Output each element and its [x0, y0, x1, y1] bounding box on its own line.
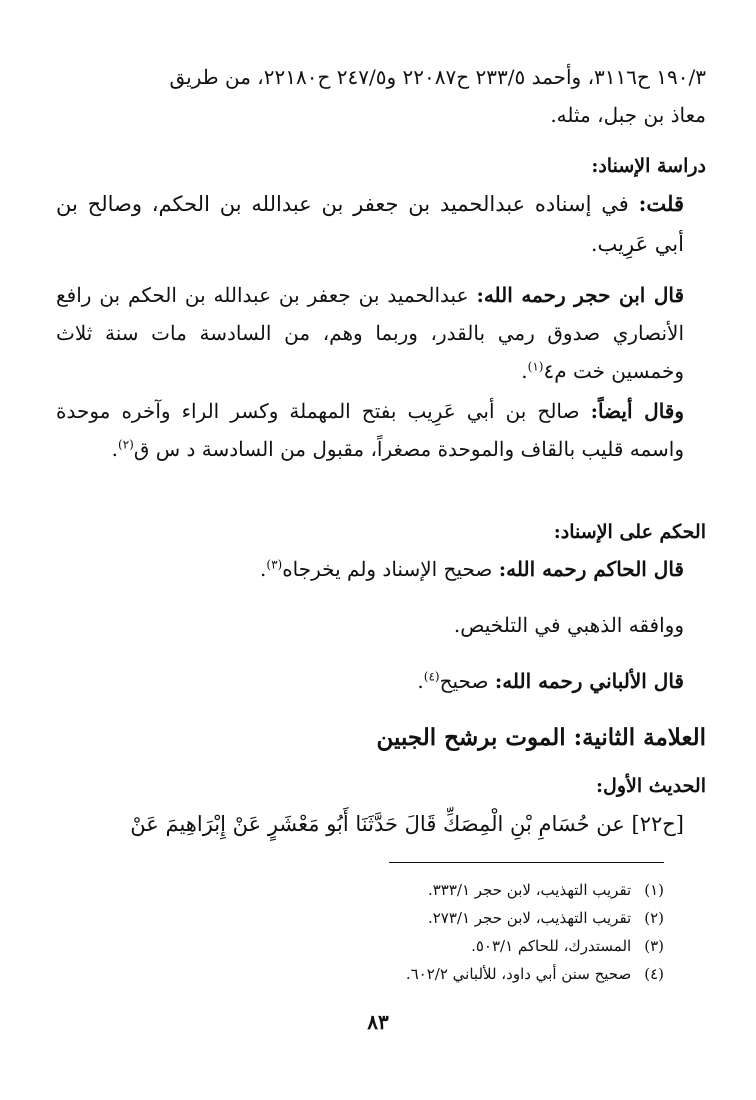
top-continuation [56, 58, 706, 134]
footnote-number: (٤) [644, 965, 664, 983]
ruling-section [56, 516, 706, 700]
footnote-divider [389, 862, 664, 863]
albani-paragraph [56, 662, 706, 700]
section-title: العلامة الثانية: الموت برشح الجبين [376, 724, 706, 751]
footnote-ref-4: (٤) [423, 669, 440, 684]
ibn-hajar-section [56, 276, 706, 390]
footnote-item [104, 932, 664, 960]
hakim-paragraph [56, 550, 706, 588]
qultu-text: في إسناده عبدالحميد بن جعفر بن عبدالله بن الحكم، وصالح بن أبي عَرِيب. [56, 192, 684, 256]
also-section [56, 392, 706, 468]
qultu-label: قلت: [638, 191, 684, 216]
hadith-heading: الحديث الأول: [596, 775, 706, 797]
footnote-number: (١) [644, 881, 664, 899]
footnote-text: تقريب التهذيب، لابن حجر ٣٣٣/١. [427, 881, 632, 899]
ruling-heading: الحكم على الإسناد: [553, 521, 706, 543]
period: . [521, 359, 528, 383]
footnote-ref-2: (٢) [118, 437, 134, 452]
hakim-label: قال الحاكم رحمه الله: [498, 557, 684, 581]
ibn-hajar-text: عبدالحميد بن جعفر بن عبدالله بن الحكم بن رافع الأنصاري صدوق رمي بالقدر، وربما وهم، من السادسة مات سنة ثلاث وخمسين خت م٤ [56, 283, 684, 383]
period: . [111, 437, 119, 461]
isnad-study-heading: دراسة الإسناد: [591, 155, 706, 177]
footnote-ref-3: (٣) [266, 557, 283, 572]
period: . [417, 669, 424, 693]
footnote-item [104, 876, 664, 904]
footnote-number: (٣) [644, 937, 664, 955]
albani-text: صحيح [439, 669, 489, 693]
footnote-ref-1: (١) [527, 359, 544, 374]
also-label: وقال أيضاً: [590, 399, 685, 423]
also-text: صالح بن أبي عَرِيب بفتح المهملة وكسر الراء وآخره موحدة واسمه قليب بالقاف والموحدة مصغراً، مقبول من السادسة د س ق [56, 399, 684, 461]
footnote-item [104, 960, 664, 988]
footnote-text: المستدرك، للحاكم ٥٠٣/١. [471, 937, 632, 955]
isnad-study-section [56, 150, 706, 264]
footnote-text: صحيح سنن أبي داود، للألباني ٦٠٢/٢. [405, 965, 632, 983]
page-number: ٨٣ [367, 1010, 389, 1034]
ibn-hajar-paragraph [56, 276, 706, 390]
albani-label: قال الألباني رحمه الله: [494, 669, 684, 693]
period: . [260, 557, 267, 581]
dhahabi-paragraph: ووافقه الذهبي في التلخيص. [453, 613, 684, 637]
footnote-text: تقريب التهذيب، لابن حجر ٢٧٣/١. [427, 909, 632, 927]
hakim-text: صحيح الإسناد ولم يخرجاه [282, 557, 493, 581]
hadith-text: [ح٢٢] عن حُسَامِ بْنِ الْمِصَكِّ قَالَ حَدَّثَنَا أَبُو مَعْشَرٍ عَنْ إِبْرَاهِيمَ عَنْ [130, 812, 684, 836]
also-paragraph [56, 392, 706, 468]
ibn-hajar-label: قال ابن حجر رحمه الله: [476, 283, 685, 307]
footnote-number: (٢) [644, 909, 664, 927]
footnote-item [104, 904, 664, 932]
footnotes [104, 876, 664, 988]
citation-line-2: معاذ بن جبل، مثله. [550, 103, 706, 127]
qultu-paragraph [56, 184, 706, 264]
second-sign-section [56, 718, 706, 844]
citation-line-1: ١٩٠/٣ ح٣١١٦، وأحمد ٢٣٣/٥ ح٢٢٠٨٧ و٢٤٧/٥ ح٢٢١٨٠، من طريق [169, 65, 706, 89]
